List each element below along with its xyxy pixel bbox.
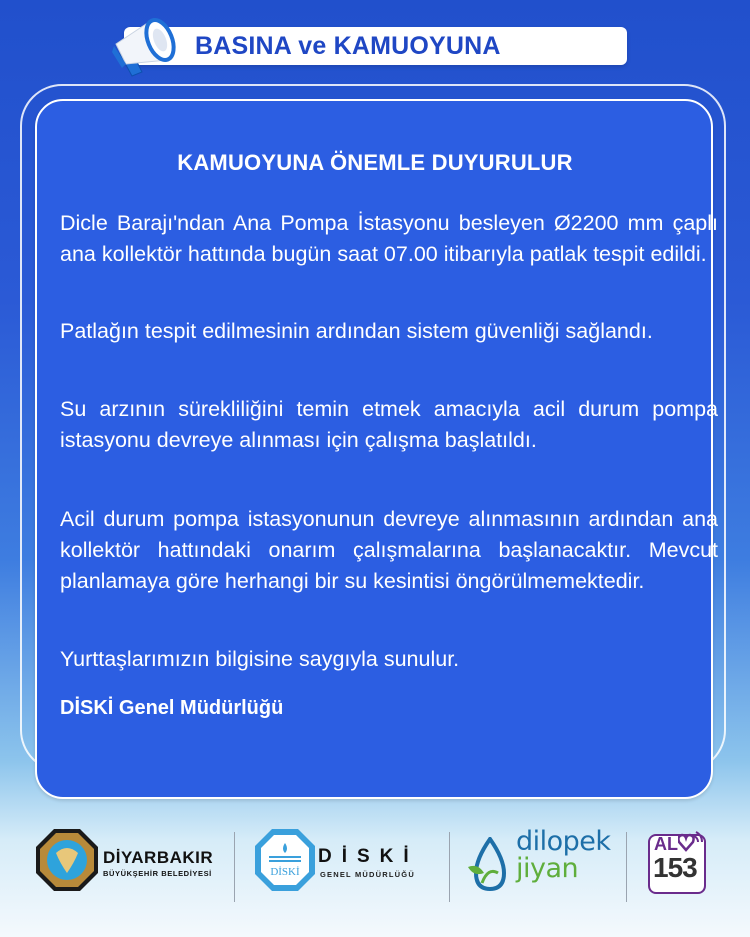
jiyan-text: jiyan [516,853,579,884]
svg-text:DİSKİ: DİSKİ [270,866,300,878]
paragraph-4: Acil durum pompa istasyonunun devreye alınmasının ardından ana kollektör hattındaki onarım çalışmalarına başlanacaktır. Mevcut planlamaya göre herhangi bir su kesintisi öngörülmemektedir. [60,507,718,593]
water-drop-leaf-icon [466,837,512,893]
diyarbakir-name: DİYARBAKIR [103,848,214,867]
header-title: BASINA ve KAMUOYUNA [195,32,501,60]
alo-text: AL [654,834,678,854]
diski-subtitle: GENEL MÜDÜRLÜĞÜ [320,870,415,879]
paragraph-3: Su arzının sürekliliğini temin etmek amacıyla acil durum pompa istasyonu devreye alınması için çalışma başlatıldı. [60,397,718,452]
paragraph-1: Dicle Barajı'ndan Ana Pompa İstasyonu besleyen Ø2200 mm çaplı ana kollektör hattında bugün saat 07.00 itibarıyla patlak tespit edildi. [60,211,718,266]
paragraph-2: Patlağın tespit edilmesinin ardından sistem güvenliği sağlandı. [60,319,653,343]
diski-name: DİSKİ [318,846,419,867]
signature: DİSKİ Genel Müdürlüğü [60,697,284,719]
heart-signal-icon [678,830,704,852]
diyarbakir-emblem-icon [36,829,98,891]
dilopek-text: dilopek [516,826,611,857]
paragraph-5: Yurttaşlarımızın bilgisine saygıyla sunulur. [60,647,460,671]
diski-emblem-icon [255,829,315,891]
footer-divider [626,832,627,902]
announcement-title: KAMUOYUNA ÖNEMLE DUYURULUR [177,150,573,175]
footer-divider [449,832,450,902]
alo-number: 153 [653,852,697,883]
footer-divider [234,832,235,902]
megaphone-icon [112,10,184,80]
diyarbakir-subtitle: BÜYÜKŞEHİR BELEDİYESİ [103,869,212,878]
